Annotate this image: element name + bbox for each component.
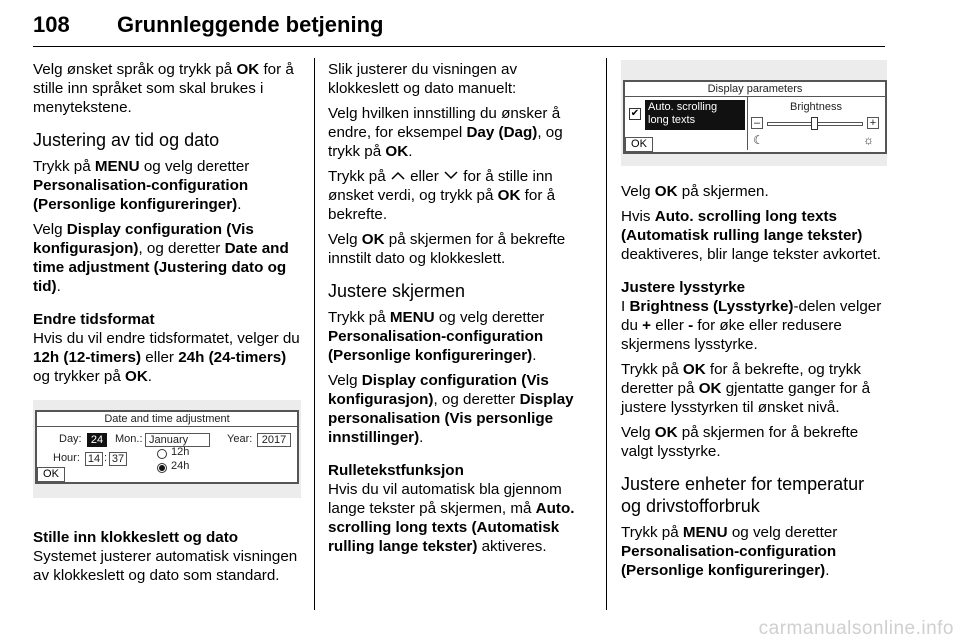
heading-screen: Justere skjermen xyxy=(328,281,466,301)
column-divider xyxy=(606,58,607,610)
heading-scroll: Rulletekstfunksjon xyxy=(328,462,464,479)
paragraph: Velg hvilken innstilling du ønsker å endre, for eksempel Day (Dag), og trykk på OK. xyxy=(328,105,563,160)
minute-field[interactable]: 37 xyxy=(109,452,127,466)
paragraph: Hvis du vil automatisk bla gjennom lange tekster på skjermen, må Auto. scrolling long texts (Automatisk rulling lange tekster) aktiveres. xyxy=(328,481,575,555)
slider-handle[interactable] xyxy=(811,117,818,130)
column-3 xyxy=(621,60,887,586)
page-header xyxy=(33,6,885,47)
page-title: Grunnleggende betjening xyxy=(117,12,384,37)
page-number: 108 xyxy=(33,12,70,37)
paragraph: Velg OK på skjermen for å bekrefte innstilt dato og klokkeslett. xyxy=(328,231,566,267)
date-time-figure xyxy=(33,400,301,498)
paragraph: I Brightness (Lysstyrke)-delen velger du + eller - for øke eller redusere skjermens lysstyrke. xyxy=(621,298,882,353)
screen-title: Date and time adjustment xyxy=(37,412,297,427)
brightness-minus-button[interactable]: – xyxy=(751,117,763,129)
moon-icon: ☾ xyxy=(753,133,764,147)
paragraph: Trykk på OK for å bekrefte, og trykk deretter på OK gjentatte ganger for å justere lysstyrken til ønsket nivå. xyxy=(621,361,871,416)
paragraph: Velg Display configuration (Vis konfigurasjon), og deretter Display personalisation (Vis personlige innstillinger). xyxy=(328,372,574,446)
radio-24h[interactable] xyxy=(157,463,167,473)
year-field[interactable]: 2017 xyxy=(257,433,291,447)
day-field[interactable]: 24 xyxy=(87,433,107,447)
paragraph: Slik justerer du visningen av klokkeslett og dato manuelt: xyxy=(328,61,518,97)
radio-12h[interactable] xyxy=(157,449,167,459)
hour-field[interactable]: 14 xyxy=(85,452,103,466)
display-parameters-figure xyxy=(621,60,887,166)
paragraph: Velg OK på skjermen for å bekrefte valgt lysstyrke. xyxy=(621,424,859,460)
column-2 xyxy=(328,60,588,562)
month-field[interactable]: January xyxy=(145,433,210,447)
chevron-up-icon xyxy=(390,170,406,181)
paragraph: Trykk på eller for å stille inn ønsket verdi, og trykk på OK for å bekrefte. xyxy=(328,168,556,223)
ok-button[interactable]: OK xyxy=(625,137,653,152)
ok-button[interactable]: OK xyxy=(37,467,65,482)
intro-paragraph: Velg ønsket språk og trykk på OK for å stille inn språket som skal brukes i menytekstene. xyxy=(33,61,294,116)
checkbox-auto-scroll[interactable]: ✔ xyxy=(630,108,640,119)
paragraph: Hvis Auto. scrolling long texts (Automatisk rulling lange tekster) deaktiveres, blir lange tekster avkortet. xyxy=(621,208,881,263)
column-1 xyxy=(33,60,301,591)
watermark: carmanualsonline.info xyxy=(758,618,954,639)
heading-brightness: Justere lysstyrke xyxy=(621,279,746,296)
heading-time-date: Justering av tid og dato xyxy=(33,130,220,150)
paragraph: Trykk på MENU og velg deretter Personalisation-configuration (Personlige konfigureringer). xyxy=(621,524,838,579)
sun-icon: ☼ xyxy=(863,133,874,147)
screen-divider xyxy=(747,96,748,150)
paragraph: Velg OK på skjermen. xyxy=(621,183,769,200)
paragraph: Hvis du vil endre tidsformatet, velger du 12h (12-timers) eller 24h (24-timers) og trykker på OK. xyxy=(33,330,300,385)
paragraph: Systemet justerer automatisk visningen av klokkeslett og dato som standard. xyxy=(33,548,298,584)
heading-time-format: Endre tidsformat xyxy=(33,311,155,328)
paragraph: Trykk på MENU og velg deretter Personalisation-configuration (Personlige konfigureringer). xyxy=(328,309,545,364)
brightness-plus-button[interactable]: + xyxy=(867,117,879,129)
display-parameters-screen: Display parameters ✔ Auto. scrolling long texts Brightness – + ☾ ☼ OK xyxy=(623,80,887,154)
date-time-screen: Date and time adjustment Day: 24 Mon.: January Year: 2017 Hour: 14 : 37 12h 24h OK xyxy=(35,410,299,484)
heading-units: Justere enheter for temperatur og drivstofforbruk xyxy=(621,474,865,516)
paragraph: Velg Display configuration (Vis konfigurasjon), og deretter Date and time adjustment (Justering dato og tid). xyxy=(33,221,289,295)
chevron-down-icon xyxy=(443,170,459,181)
screen-title: Display parameters xyxy=(625,82,885,97)
column-divider xyxy=(314,58,315,610)
auto-scroll-label[interactable]: Auto. scrolling long texts xyxy=(645,100,745,130)
heading-clock: Stille inn klokkeslett og dato xyxy=(33,529,239,546)
paragraph: Trykk på MENU og velg deretter Personalisation-configuration (Personlige konfigureringer). xyxy=(33,158,250,213)
